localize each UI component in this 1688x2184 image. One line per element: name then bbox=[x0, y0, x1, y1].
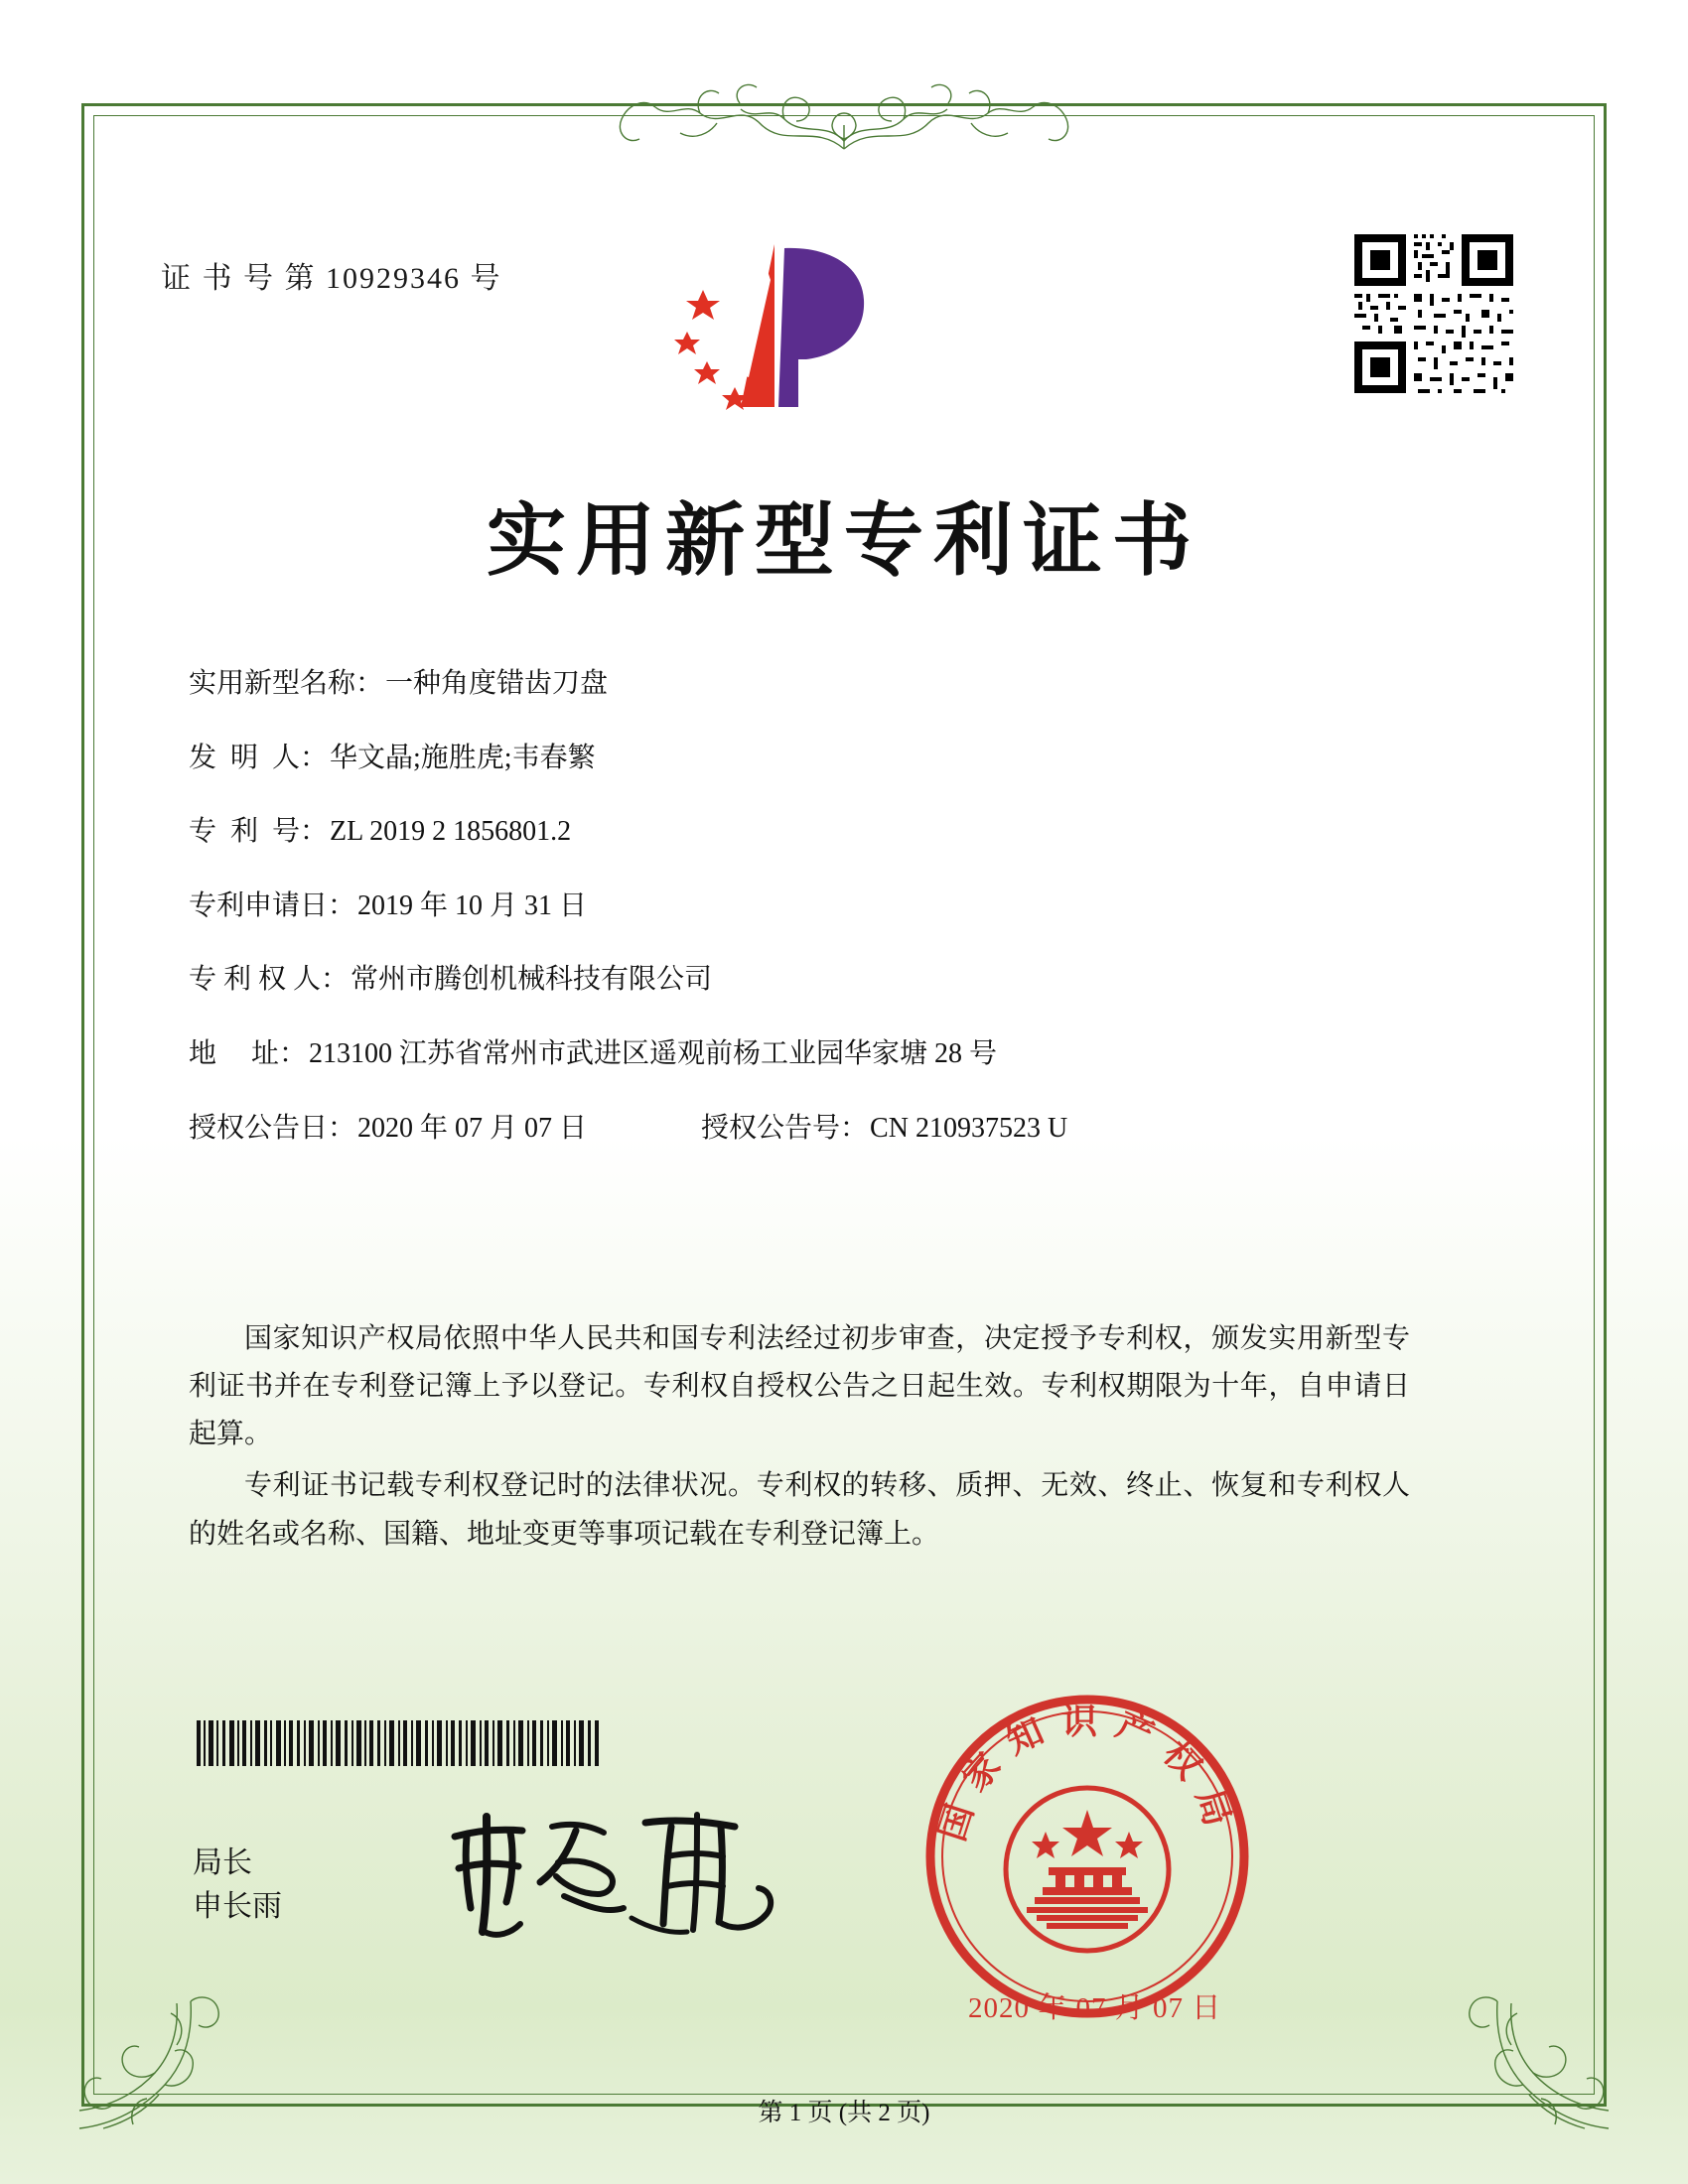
field-address bbox=[189, 1037, 1499, 1071]
field-application-date bbox=[189, 889, 1499, 923]
director-role: 局长 bbox=[193, 1846, 252, 1879]
field-inventors bbox=[189, 742, 1499, 775]
field-label: 发 明 人： bbox=[189, 742, 329, 773]
field-label: 实用新型名称： bbox=[189, 668, 384, 699]
field-value: 一种角度错齿刀盘 bbox=[385, 668, 609, 699]
official-seal bbox=[923, 1693, 1251, 2020]
svg-text:国家知识产权局: 国家知识产权局 bbox=[930, 1701, 1244, 1846]
director-signature-icon bbox=[437, 1797, 804, 1946]
field-patentee bbox=[189, 963, 1499, 997]
field-patent-number bbox=[189, 815, 1499, 849]
certificate-number: 证 书 号 第 10929346 号 bbox=[161, 262, 502, 295]
field-announcement bbox=[189, 1112, 1499, 1146]
field-utility-model-name bbox=[189, 667, 1499, 701]
legal-paragraph-2: 专利证书记载专利权登记时的法律状况。专利权的转移、质押、无效、终止、恢复和专利权人的姓名或名称、国籍、地址变更等事项记载在专利登记簿上。 bbox=[189, 1470, 1410, 1550]
announcement-number-value: CN 210937523 U bbox=[870, 1112, 1068, 1144]
field-label: 专利申请日： bbox=[189, 889, 356, 921]
page-footer: 第 1 页 (共 2 页) bbox=[758, 2100, 930, 2126]
director-name: 申长雨 bbox=[193, 1889, 282, 1923]
announcement-date-value: 2020 年 07 月 07 日 bbox=[357, 1112, 588, 1144]
legal-paragraph-1: 国家知识产权局依照中华人民共和国专利法经过初步审查，决定授予专利权，颁发实用新型专利证书并在专利登记簿上予以登记。专利权自授权公告之日起生效。专利权期限为十年，自申请日起算。 bbox=[189, 1323, 1410, 1450]
field-value: 常州市腾创机械科技有限公司 bbox=[351, 964, 713, 996]
announcement-number-label: 授权公告号： bbox=[701, 1112, 869, 1144]
announcement-date-label: 授权公告日： bbox=[189, 1112, 356, 1144]
page-title: 实用新型专利证书 bbox=[487, 493, 1201, 587]
director-block bbox=[193, 1842, 282, 1928]
field-label: 专 利 权 人： bbox=[189, 964, 350, 996]
field-value: 华文晶;施胜虎;韦春繁 bbox=[330, 742, 596, 773]
fields-block bbox=[189, 667, 1499, 1185]
field-label: 专 利 号： bbox=[189, 816, 329, 848]
field-value: ZL 2019 2 1856801.2 bbox=[330, 816, 572, 848]
field-label: 地 址： bbox=[189, 1037, 308, 1069]
field-value: 213100 江苏省常州市武进区遥观前杨工业园华家塘 28 号 bbox=[309, 1037, 998, 1069]
qr-code-icon bbox=[1350, 230, 1517, 397]
barcode bbox=[195, 1720, 602, 1766]
seal-date: 2020 年 07 月 07 日 bbox=[968, 1992, 1222, 2024]
legal-text-block bbox=[189, 1315, 1410, 1563]
cnipa-logo-icon bbox=[667, 228, 906, 427]
field-value: 2019 年 10 月 31 日 bbox=[357, 889, 588, 921]
